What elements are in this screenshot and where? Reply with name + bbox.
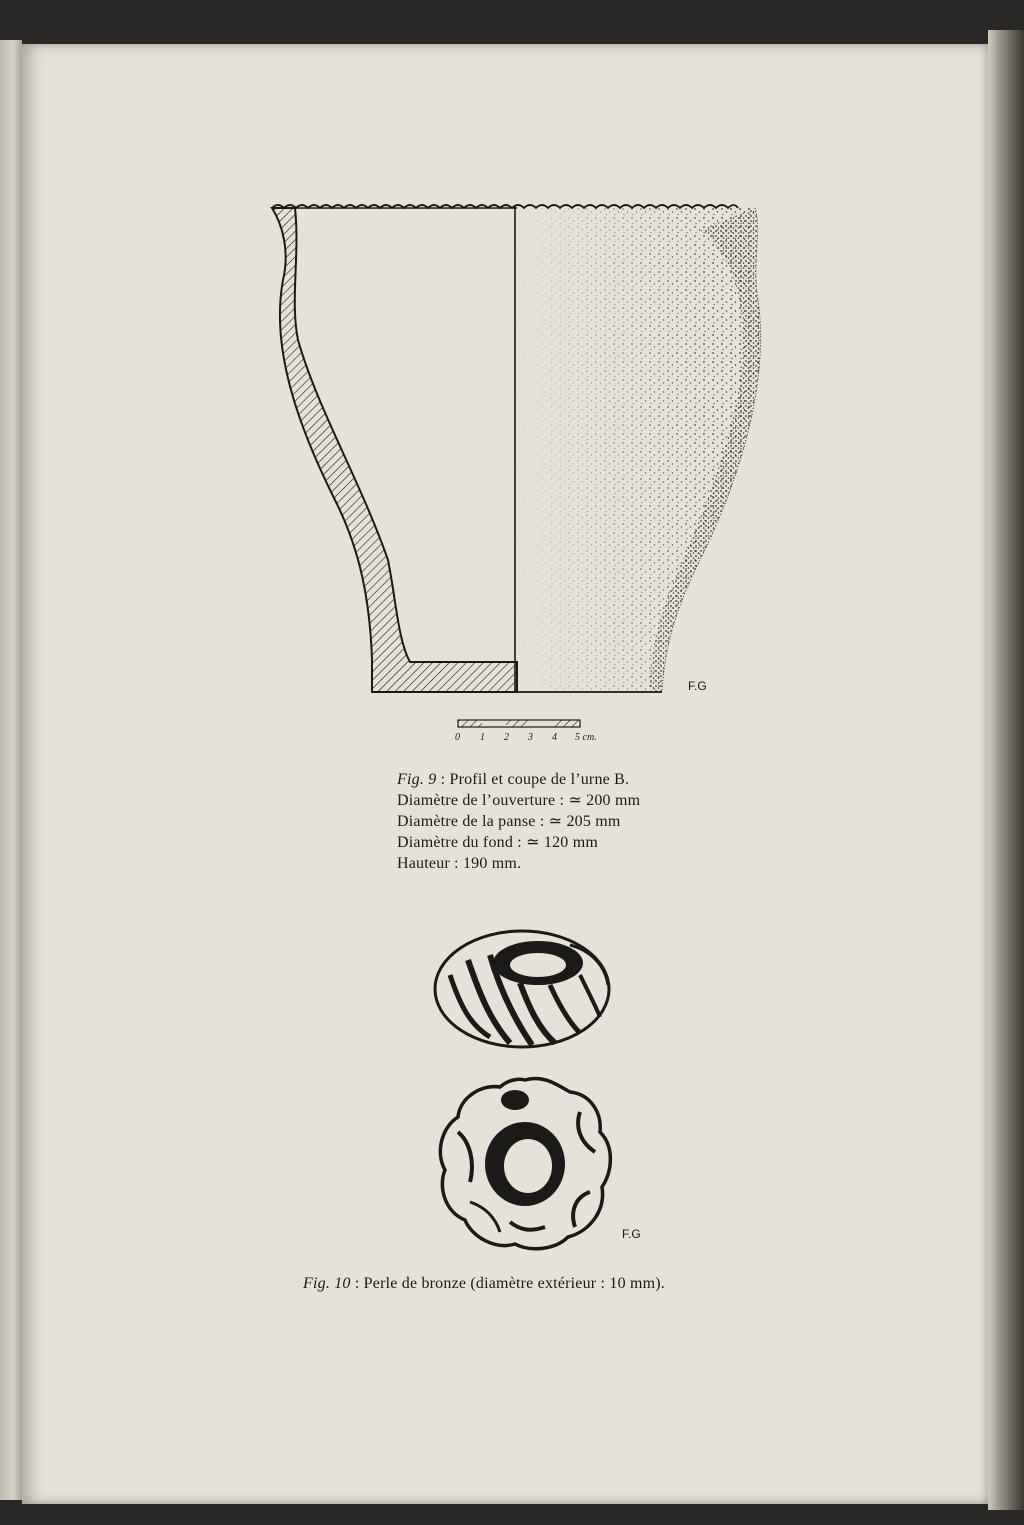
figure10-text: : Perle de bronze (diamètre extérieur : 10 mm). (350, 1275, 665, 1292)
urn-section-wall (272, 208, 517, 692)
figure10-initials: F.G (622, 1227, 641, 1241)
figure9-line-opening: Diamètre de l’ouverture : ≃ 200 mm (397, 792, 641, 809)
previous-page-edge (0, 40, 22, 1500)
scale-tick-1: 1 (480, 732, 485, 743)
figure9-line-belly: Diamètre de la panse : ≃ 205 mm (397, 813, 621, 830)
figure10-initials-layer (620, 1222, 660, 1242)
scale-tick-2: 2 (504, 732, 509, 743)
bead-top-view (430, 1072, 620, 1254)
figure9-line-height: Hauteur : 190 mm. (397, 855, 522, 872)
scale-bar (455, 720, 597, 743)
scale-tick-4: 4 (552, 732, 557, 743)
figure9-caption (397, 769, 640, 874)
figure9-label: Fig. 9 (397, 771, 437, 788)
figure10-caption (303, 1273, 665, 1294)
urn-drawing (260, 190, 780, 750)
bead-side-view (430, 925, 620, 1055)
figure10-label: Fig. 10 (303, 1275, 351, 1292)
page-stack-edge (988, 30, 1024, 1510)
figure9-caption-title (397, 769, 640, 790)
figure9-initials: F.G (688, 679, 707, 693)
scale-tick-3: 3 (528, 732, 533, 743)
figure9-title: : Profil et coupe de l’urne B. (436, 771, 630, 788)
figure9-line-base: Diamètre du fond : ≃ 120 mm (397, 834, 598, 851)
scale-tick-5: 5 cm. (575, 732, 597, 743)
scale-tick-0: 0 (455, 732, 460, 743)
